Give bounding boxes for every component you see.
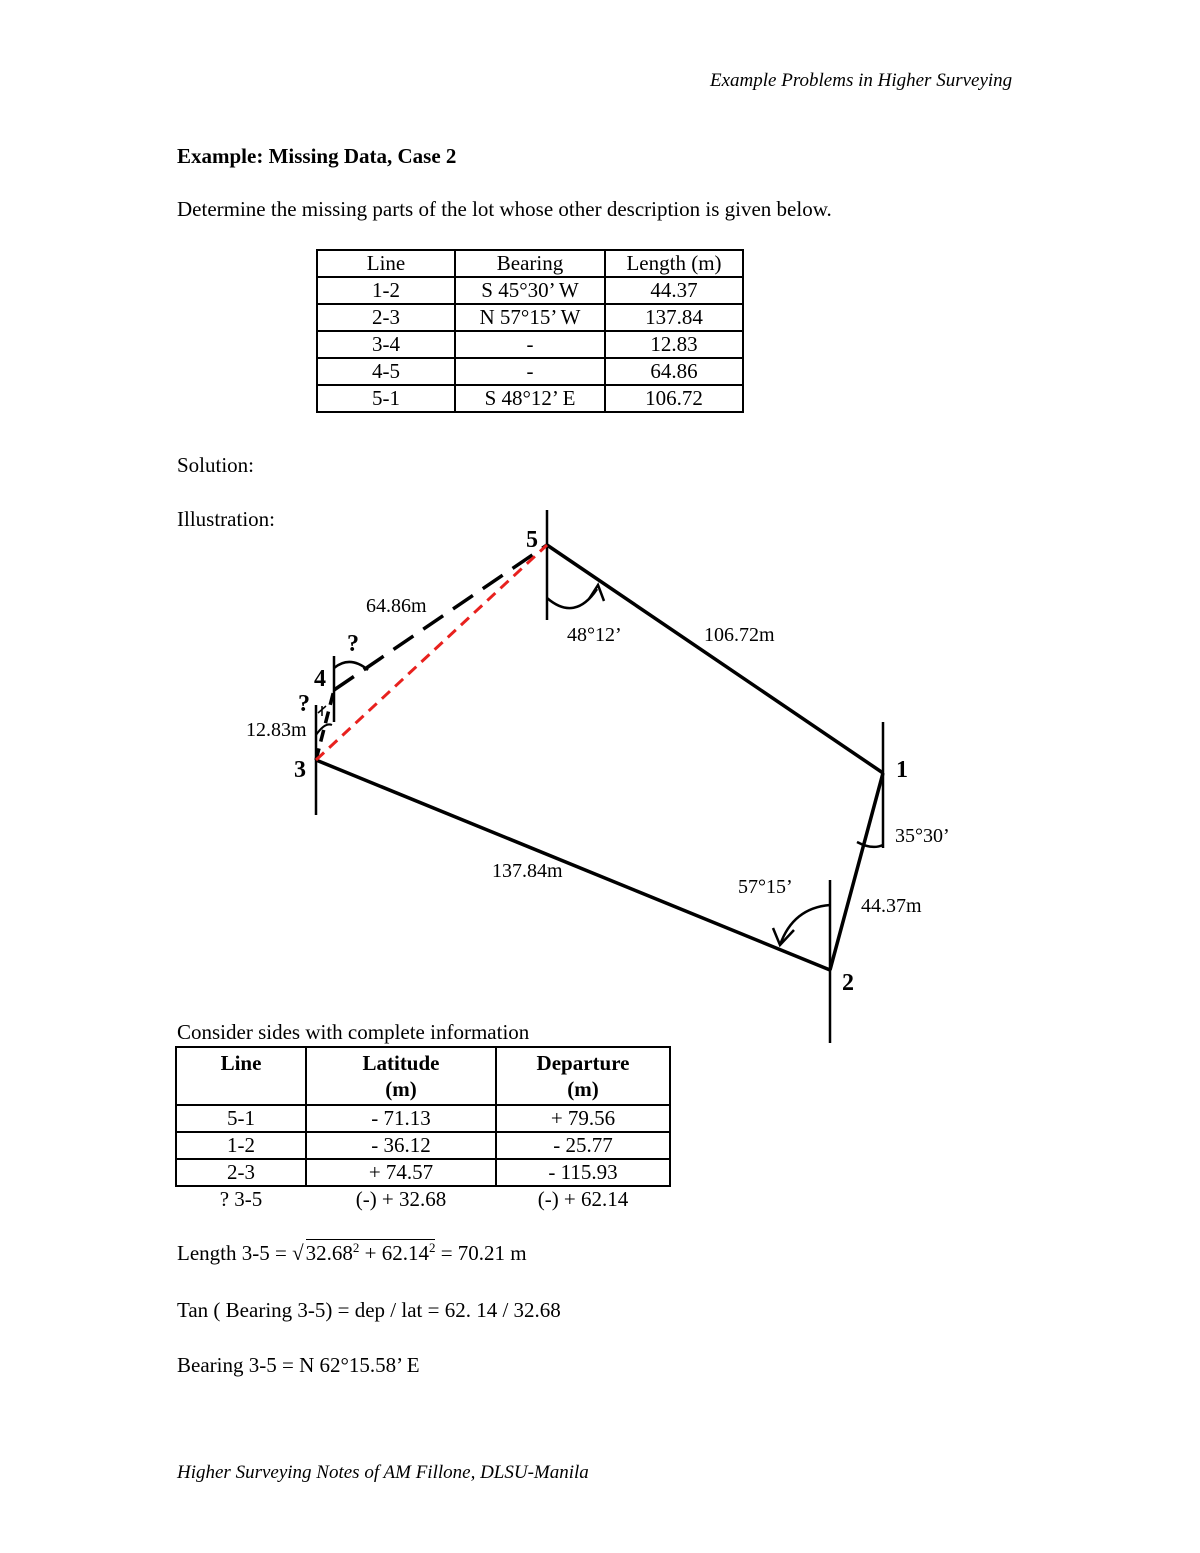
unknown-bearing-4-5: ? <box>347 631 359 657</box>
table-cell: 12.83 <box>605 331 743 358</box>
length-label-3-4: 12.83m <box>246 719 307 741</box>
table-cell: S 48°12’ E <box>455 385 605 412</box>
side-2-3 <box>316 760 830 970</box>
table-cell: - <box>455 331 605 358</box>
term-a: 32.68 <box>305 1241 353 1265</box>
square-root-icon: √ <box>292 1241 304 1265</box>
table-row <box>176 1159 670 1186</box>
table-cell: - <box>455 358 605 385</box>
station-1-label: 1 <box>896 757 908 783</box>
radicand <box>306 1239 436 1265</box>
page-header: Example Problems in Higher Surveying <box>710 70 1013 91</box>
angle-label-2-3: 57°15’ <box>738 876 793 898</box>
table-cell: ? 3-5 <box>219 1187 263 1211</box>
header-cell: Line <box>317 250 455 277</box>
header-cell: Length (m) <box>605 250 743 277</box>
station-2-label: 2 <box>842 970 854 996</box>
header-cell <box>176 1047 306 1105</box>
table-cell: + 74.57 <box>306 1159 496 1186</box>
header-text: Line <box>220 1051 262 1075</box>
table-header-row <box>176 1047 670 1105</box>
bearing-arc-1-2 <box>857 842 883 847</box>
header-unit: (m) <box>567 1077 599 1101</box>
side-5-1 <box>547 545 883 773</box>
length-label-5-1: 106.72m <box>704 624 775 646</box>
table-cell: 4-5 <box>317 358 455 385</box>
table-cell: 3-4 <box>317 331 455 358</box>
length-formula <box>177 1240 527 1266</box>
table-cell: 2-3 <box>317 304 455 331</box>
solution-label: Solution: <box>177 453 255 477</box>
table-cell: - 115.93 <box>496 1159 670 1186</box>
tan-formula: Tan ( Bearing 3-5) = dep / lat = 62. 14 / 32.68 <box>177 1298 561 1322</box>
table-cell: 1-2 <box>176 1132 306 1159</box>
table-cell: 137.84 <box>605 304 743 331</box>
consider-text: Consider sides with complete information <box>177 1020 530 1044</box>
header-unit: (m) <box>385 1077 417 1101</box>
exponent: 2 <box>352 1240 360 1255</box>
header-cell <box>306 1047 496 1105</box>
table-cell: + 79.56 <box>496 1105 670 1132</box>
plus-mark-icon <box>318 706 326 716</box>
table-cell: - 25.77 <box>496 1132 670 1159</box>
header-text: Latitude <box>362 1051 440 1075</box>
problem-statement: Determine the missing parts of the lot whose other description is given below. <box>177 197 832 221</box>
missing-row <box>176 1186 670 1212</box>
unknown-bearing-3-4: ? <box>298 691 310 717</box>
angle-label-1-2: 35°30’ <box>895 825 950 847</box>
table-row <box>176 1132 670 1159</box>
length-label-1-2: 44.37m <box>861 895 922 917</box>
side-1-2 <box>830 773 883 970</box>
station-4-label: 4 <box>314 666 326 692</box>
page-footer: Higher Surveying Notes of AM Fillone, DLSU-Manila <box>177 1462 589 1483</box>
latitude-departure-table <box>175 1046 671 1212</box>
length-label-2-3: 137.84m <box>492 860 563 882</box>
table-cell: - 36.12 <box>306 1132 496 1159</box>
header-cell: Bearing <box>455 250 605 277</box>
header-text: Departure <box>536 1051 630 1075</box>
table-cell: 106.72 <box>605 385 743 412</box>
table-cell: (-) + 62.14 <box>537 1187 629 1211</box>
arrowhead-icon <box>589 585 604 601</box>
formula-result: = 70.21 m <box>435 1241 527 1265</box>
example-title: Example: Missing Data, Case 2 <box>177 144 457 168</box>
table-cell: 5-1 <box>317 385 455 412</box>
term-b: + 62.14 <box>359 1241 429 1265</box>
exponent: 2 <box>428 1240 436 1255</box>
bearing-arc-2-3 <box>780 905 830 945</box>
table-cell: 2-3 <box>176 1159 306 1186</box>
table-cell: S 45°30’ W <box>455 277 605 304</box>
bearing-result: Bearing 3-5 = N 62°15.58’ E <box>177 1353 420 1377</box>
header-cell <box>496 1047 670 1105</box>
table-cell: N 57°15’ W <box>455 304 605 331</box>
formula-lhs: Length 3-5 = <box>177 1241 293 1265</box>
table-cell: - 71.13 <box>306 1105 496 1132</box>
table-cell: 44.37 <box>605 277 743 304</box>
table-cell: 5-1 <box>176 1105 306 1132</box>
station-5-label: 5 <box>526 527 538 553</box>
angle-label-5-1: 48°12’ <box>567 624 622 646</box>
station-3-label: 3 <box>294 757 306 783</box>
table-cell: 64.86 <box>605 358 743 385</box>
bearing-arc-4-5 <box>334 662 368 670</box>
table-cell: (-) + 32.68 <box>355 1187 447 1211</box>
illustration-label: Illustration: <box>177 507 275 531</box>
length-label-4-5: 64.86m <box>366 595 427 617</box>
table-cell: 1-2 <box>317 277 455 304</box>
table-row <box>176 1105 670 1132</box>
